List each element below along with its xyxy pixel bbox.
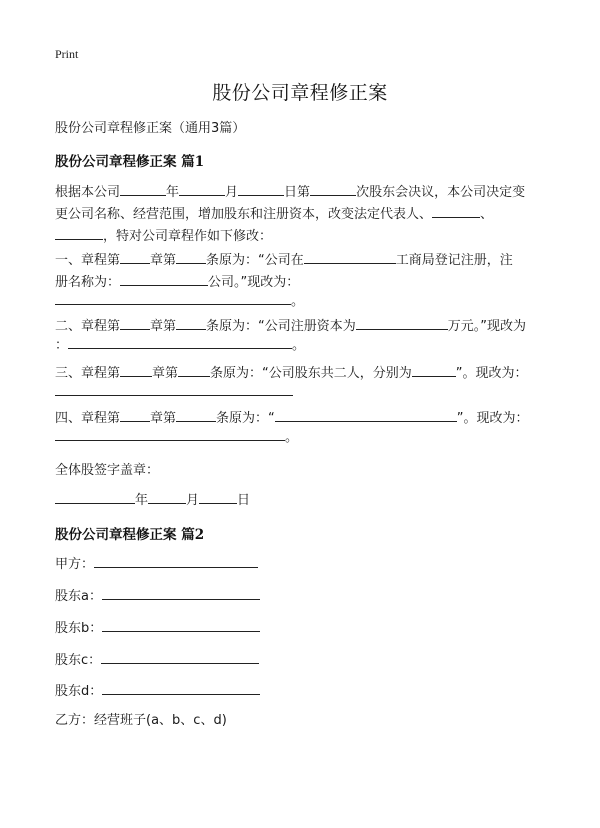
- section1-intro-line1: [55, 181, 525, 204]
- section1-heading: 股份公司章程修正案 篇1: [55, 154, 205, 170]
- item4-text-2: 章第: [150, 411, 177, 426]
- item1b-text-2: 公司。”现改为：: [208, 275, 300, 290]
- item1-text-2: 章第: [150, 253, 177, 268]
- party-a-line: [55, 553, 258, 576]
- section1-intro-line3: [55, 225, 272, 248]
- item1-chapter-blank[interactable]: [120, 249, 150, 264]
- item4-change-blank[interactable]: [55, 426, 285, 441]
- item2-chapter-blank[interactable]: [120, 315, 150, 330]
- item3-article-blank[interactable]: [178, 362, 210, 377]
- shareholder-a-label: 股东a：: [55, 589, 102, 604]
- item4-original-blank[interactable]: [275, 407, 457, 422]
- intro-text-3: 月: [225, 185, 239, 200]
- item4b-text: 。: [285, 430, 299, 445]
- item3-chapter-blank[interactable]: [120, 362, 152, 377]
- intro-text-2: 年: [166, 185, 180, 200]
- item4-text-3: 条原为：“: [216, 411, 275, 426]
- item2b-text-2: 。: [292, 338, 306, 353]
- item1b-text-1: 册名称为：: [55, 275, 121, 290]
- item2b-text-1: ：: [55, 338, 69, 353]
- party-a-label: 甲方：: [55, 557, 95, 572]
- print-label[interactable]: Print: [55, 47, 79, 61]
- item4-text-4: ”。现改为：: [456, 411, 529, 426]
- document-subtitle: 股份公司章程修正案（通用3篇）: [55, 121, 246, 136]
- shareholder-a-line: [55, 585, 260, 608]
- party-a-blank[interactable]: [94, 553, 258, 568]
- item1-text-1: 一、章程第: [55, 253, 121, 268]
- sign-day-blank[interactable]: [199, 489, 237, 504]
- shareholder-a-blank[interactable]: [102, 585, 260, 600]
- party-b-line: 乙方：经营班子(a、b、c、d): [55, 713, 227, 728]
- year-blank[interactable]: [120, 181, 166, 196]
- item2-text-2: 章第: [150, 319, 177, 334]
- signature-date-line: [55, 489, 250, 512]
- item3-text-2: 章第: [152, 366, 179, 381]
- shareholder-c-label: 股东c：: [55, 653, 102, 668]
- item1-text-3: 条原为：“公司在: [206, 253, 304, 268]
- month-blank[interactable]: [179, 181, 225, 196]
- item3-shareholders-blank[interactable]: [412, 362, 456, 377]
- item4-article-blank[interactable]: [176, 407, 216, 422]
- item3-text-3: 条原为：“公司股东共二人，分别为: [210, 366, 412, 381]
- section2-heading: 股份公司章程修正案 篇2: [55, 527, 205, 543]
- sign-year-label: 年: [135, 493, 149, 508]
- item1-text-4: 工商局登记注册，注: [395, 253, 513, 268]
- item2-text-3: 条原为：“公司注册资本为: [206, 319, 356, 334]
- item2-article-blank[interactable]: [176, 315, 206, 330]
- item1-bureau-blank[interactable]: [304, 249, 396, 264]
- document-title: 股份公司章程修正案: [212, 82, 388, 104]
- sign-year-blank[interactable]: [55, 489, 135, 504]
- item1c-text: 。: [291, 294, 305, 309]
- shareholder-d-blank[interactable]: [102, 680, 260, 695]
- item1-line1: [55, 249, 513, 272]
- item3-change-blank[interactable]: [55, 381, 293, 396]
- item2-text-1: 二、章程第: [55, 319, 121, 334]
- item3-text-4: ”。现改为：: [455, 366, 528, 381]
- item1-change-blank[interactable]: [55, 290, 291, 305]
- item3-text-1: 三、章程第: [55, 366, 121, 381]
- shareholder-b-line: [55, 617, 260, 640]
- day-blank[interactable]: [238, 181, 284, 196]
- item2-line2: [55, 334, 305, 357]
- meeting-number-blank[interactable]: [310, 181, 356, 196]
- item2-capital-blank[interactable]: [356, 315, 448, 330]
- signature-label: 全体股签字盖章：: [55, 463, 160, 478]
- section1-intro-line2: [55, 203, 493, 226]
- intro-text-5: 次股东会决议，本公司决定变: [356, 185, 526, 200]
- intro2-text-1: 更公司名称、经营范围，增加股东和注册资本，改变法定代表人、: [55, 207, 433, 222]
- representative-blank-2[interactable]: [55, 225, 103, 240]
- intro-text-1: 根据本公司: [55, 185, 121, 200]
- shareholder-d-line: [55, 680, 260, 703]
- intro2-text-2: 、: [480, 207, 494, 222]
- sign-month-blank[interactable]: [148, 489, 186, 504]
- shareholder-c-line: [55, 649, 259, 672]
- intro3-text: ，特对公司章程作如下修改：: [103, 229, 273, 244]
- item2-change-blank[interactable]: [68, 334, 292, 349]
- shareholder-c-blank[interactable]: [101, 649, 259, 664]
- item1-line3: [55, 290, 304, 313]
- item4-text-1: 四、章程第: [55, 411, 121, 426]
- item2-text-4: 万元。”现改为: [447, 319, 527, 334]
- shareholder-b-blank[interactable]: [102, 617, 260, 632]
- sign-day-label: 日: [237, 493, 251, 508]
- intro-text-4: 日第: [284, 185, 311, 200]
- item1-name-blank[interactable]: [120, 271, 208, 286]
- shareholder-d-label: 股东d：: [55, 684, 103, 699]
- sign-month-label: 月: [186, 493, 200, 508]
- item4-line2: [55, 426, 298, 449]
- item4-chapter-blank[interactable]: [120, 407, 150, 422]
- item1-article-blank[interactable]: [176, 249, 206, 264]
- representative-blank-1[interactable]: [432, 203, 480, 218]
- item3-line2: [55, 381, 293, 404]
- shareholder-b-label: 股东b：: [55, 621, 103, 636]
